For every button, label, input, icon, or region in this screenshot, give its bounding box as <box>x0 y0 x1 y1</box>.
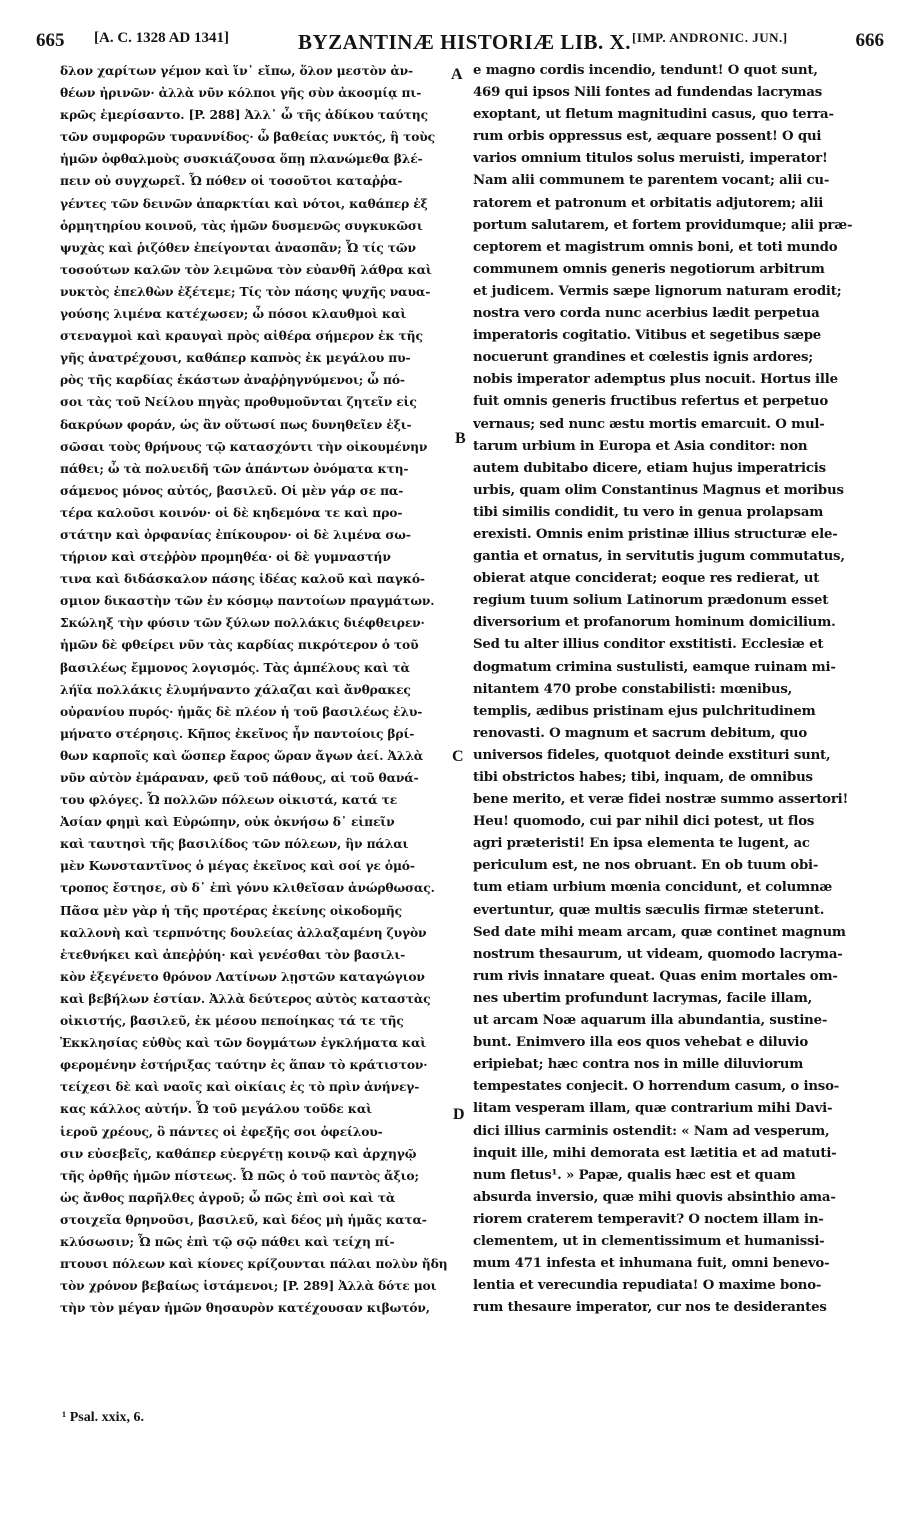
latin-text-line: lentia et verecundia repudiata! O maxime bono- <box>473 1278 822 1294</box>
greek-text-line: δακρύων φοράν, ὡς ἂν οὕτωσί πως δυνηθεῖεν ἐξι- <box>60 416 412 432</box>
greek-text-line: τέρα καλοῦσι κοινόν· οἱ δὲ κηδεμόνα τε καὶ προ- <box>60 504 403 520</box>
latin-text-line: litam vesperam illam, quæ contrarium mihi Davi- <box>473 1101 833 1117</box>
greek-text-line: στάτην καὶ ὀρφανίας ἐπίκουρον· οἱ δὲ λιμένα σω- <box>60 526 411 542</box>
greek-text-line: θων καρποῖς καὶ ὥσπερ ἔαρος ὥραν ἄγων ἀεί. Ἀλλὰ <box>60 747 424 763</box>
latin-text-line: ut arcam Noæ aquarum illa abundantia, sustine- <box>473 1013 828 1029</box>
latin-text-line: vernaus; sed nunc æstu mortis emarcuit. O mul- <box>473 416 825 432</box>
latin-text-line: nobis imperator ademptus plus nocuit. Hortus ille <box>473 372 838 388</box>
running-title: BYZANTINÆ HISTORIÆ LIB. X. <box>298 30 631 54</box>
latin-text-line: ratorem et patronum et orbitatis adjutorem; alii <box>473 195 824 211</box>
greek-text-line: ὁρμητηρίου κοινοῦ, τὰς ἡμῶν δυσμενῶς συγκυκῶσι <box>60 217 423 233</box>
latin-text-line: universos fideles, quotquot deinde exstituri sunt, <box>473 747 831 763</box>
latin-text-line: inquit ille, mihi demorata est lætitia et ad matuti- <box>473 1145 837 1161</box>
latin-text-line: nostra vero corda nunc acerbius lædit perpetua <box>473 306 820 322</box>
year-range: [A. C. 1328 AD 1341] <box>94 30 229 46</box>
greek-text-line: οὐρανίου πυρός· ἡμᾶς δὲ πλέον ἡ τοῦ βασιλέως ἐλυ- <box>60 703 423 719</box>
latin-text-line: tarum urbium in Europa et Asia conditor: non <box>473 438 808 454</box>
footnote: ¹ Psal. xxix, 6. <box>62 1410 144 1425</box>
latin-text-line: 469 qui ipsos Nili fontes ad fundendas lacrymas <box>473 85 823 101</box>
latin-text-line: periculum est, ne nos obruant. En ob tuum obi- <box>473 858 819 874</box>
greek-text-line: ἡμῶν δὲ φθείρει νῦν τὰς καρδίας πικρότερον ὁ τοῦ <box>60 637 419 653</box>
latin-text-line: tibi obstrictos habes; tibi, inquam, de omnibus <box>473 770 813 785</box>
margin-marker-c: C <box>452 748 464 765</box>
greek-text-line: σιν εὐσεβεῖς, καθάπερ εὐεργέτῃ κοινῷ καὶ ἀρχηγῷ <box>60 1145 417 1161</box>
latin-text-line: nocuerunt grandines et cœlestis ignis ardores; <box>473 350 813 366</box>
margin-marker-b: B <box>455 430 466 447</box>
greek-text-line: ἱεροῦ χρέους, ὃ πάντες οἱ ἐφεξῆς σοι ὀφείλου- <box>60 1123 383 1139</box>
greek-text-line: ὡς ἄνθος παρῆλθες ἀγροῦ; ὦ πῶς ἐπὶ σοὶ καὶ τὰ <box>60 1189 396 1205</box>
greek-text-line: τινα καὶ διδάσκαλον πάσης ἰδέας καλοῦ καὶ παγκό- <box>60 571 425 587</box>
latin-text-line: absurda inversio, quæ mihi quovis absinthio ama- <box>473 1189 836 1205</box>
greek-text-line: τείχεσι δὲ καὶ ναοῖς καὶ οἰκίαις ἐς τὸ πρὶν ἀνήνεγ- <box>60 1079 420 1095</box>
greek-text-line: σοι τὰς τοῦ Νείλου πηγὰς προθυμοῦνται ζητεῖν εἰς <box>60 394 417 410</box>
greek-text-line: ἡμῶν ὀφθαλμοὺς συσκιάζουσα ὅπῃ πλανώμεθα βλέ- <box>60 151 423 167</box>
latin-text-line: autem dubitabo dicere, etiam hujus imperatricis <box>473 460 826 476</box>
latin-text-line: mum 471 infesta et inhumana fuit, omni benevo- <box>473 1256 830 1272</box>
greek-text-line: γούσης λιμένα κατέχωσεν; ὦ πόσοι κλαυθμοὶ καὶ <box>60 306 407 322</box>
emperor-label: [IMP. ANDRONIC. JUN.] <box>632 30 788 45</box>
greek-text-column <box>60 60 458 1319</box>
greek-text-line: τῶν συμφορῶν τυραννίδος· ὦ βαθείας νυκτός, ἣ τοὺς <box>60 129 435 145</box>
greek-text-line: φερομένην ἐστήριξας ταύτην ἐς ἅπαν τὸ κράτιστον· <box>60 1057 428 1073</box>
greek-text-line: δλον χαρίτων γέμον καὶ ἵν᾽ εἴπω, ὅλον μεστὸν ἀν- <box>60 63 414 78</box>
latin-text-line: e magno cordis incendio, tendunt! O quot sunt, <box>473 63 818 78</box>
running-header <box>36 30 884 56</box>
latin-text-line: dici illius carminis ostendit: « Nam ad vesperum, <box>473 1123 830 1139</box>
greek-text-line: ρὸς τῆς καρδίας ἑκάστων ἀναῤῥηγνύμενοι; ὦ πό- <box>60 372 405 388</box>
greek-text-line: Ἀσίαν φημὶ καὶ Εὐρώπην, οὐκ ὀκνήσω δ᾽ εἰπεῖν <box>60 814 395 830</box>
greek-text-line: τὸν χρόνον βεβαίως ἱστάμενοι; [P. 289] Ἀλλὰ δότε μοι <box>60 1278 437 1294</box>
greek-text-line: τροπος ἔστησε, σὺ δ᾽ ἐπὶ γόνυ κλιθεῖσαν ἀνώρθωσας. <box>60 880 435 896</box>
latin-text-line: et judicem. Vermis sæpe lignorum naturam erodit; <box>473 283 842 299</box>
greek-text-line: νυκτὸς ἐπελθὼν ἐξέτεμε; Τίς τὸν πάσης ψυχῆς ναυα- <box>60 283 431 299</box>
greek-text-line: σμιον δικαστὴν τῶν ἐν κόσμῳ παντοίων πραγμάτων. <box>60 593 435 609</box>
greek-text-line: σάμενος μόνος αὐτός, βασιλεῦ. Οἱ μὲν γάρ σε πα- <box>60 482 404 498</box>
latin-text-line: dogmatum crimina sustulisti, eamque ruinam mi- <box>473 659 836 675</box>
latin-text-line: regium tuum solium Latinorum prædonum esset <box>473 593 829 609</box>
page-number-right: 666 <box>855 30 884 51</box>
greek-text-line: Ἐκκλησίας εὐθὺς καὶ τῶν δογμάτων ἐγκλήματα καὶ <box>60 1035 427 1051</box>
greek-text-line: τήριον καὶ στεῤῥὸν προμηθέα· οἱ δὲ γυμναστήν <box>60 549 391 565</box>
greek-text-line: καὶ βεβήλων ἑστίαν. Ἀλλὰ δεύτερος αὐτὸς καταστὰς <box>60 990 431 1006</box>
page-number-left: 665 <box>36 30 65 51</box>
greek-text-line: καλλονὴ καὶ τερπνότης δουλείας ἀλλαξαμένη ζυγὸν <box>60 924 427 940</box>
latin-text-line: Heu! quomodo, cui par nihil dici potest, ut flos <box>473 814 815 830</box>
latin-text-line: communem omnis generis negotiorum arbitrum <box>473 261 825 277</box>
greek-text-line: γέντες τῶν δεινῶν ἀπαρκτίαι καὶ νότοι, καθάπερ ἐξ <box>60 195 428 211</box>
latin-text-line: agri præteristi! En ipsa elementa te lugent, ac <box>473 836 810 852</box>
latin-text-line: nes ubertim profundunt lacrymas, facile illam, <box>473 990 813 1006</box>
margin-marker-a: A <box>451 66 463 83</box>
greek-text-line: πτουσι πόλεων καὶ κίονες κρίζουνται πάλαι πολὺν ἤδη <box>60 1256 448 1272</box>
greek-text-line: κας κάλλος αὐτήν. Ὦ τοῦ μεγάλου τοῦδε καὶ <box>60 1101 372 1117</box>
latin-text-line: bene merito, et veræ fidei nostræ summo assertori! <box>473 792 849 808</box>
greek-text-line: τῆς ὀρθῆς ἡμῶν πίστεως. Ὦ πῶς ὁ τοῦ παντὸς ἄξιο; <box>60 1167 419 1183</box>
greek-text-line: πειν οὐ συγχωρεῖ. Ὦ πόθεν οἱ τοσοῦτοι καταῤῥα- <box>60 173 403 189</box>
greek-text-line: γῆς ἀνατρέχουσι, καθάπερ καπνὸς ἐκ μεγάλου πυ- <box>60 350 411 366</box>
latin-text-line: exoptant, ut fletum magnitudini casus, quo terra- <box>473 107 834 123</box>
latin-text-line: diversorium et profanorum hominum domicilium. <box>473 615 836 631</box>
latin-text-line: fuit omnis generis fructibus refertus et perpetuo <box>473 394 829 410</box>
greek-text-line: καὶ ταυτησὶ τῆς βασιλίδος τῶν πόλεων, ἣν πάλαι <box>60 836 409 852</box>
latin-text-line: gantia et ornatus, in servitutis jugum commutatus, <box>473 549 845 565</box>
margin-marker-d: D <box>453 1106 465 1123</box>
latin-text-line: riorem craterem temperavit? O noctem illam in- <box>473 1211 824 1227</box>
greek-text-line: οἰκιστής, βασιλεῦ, ἐκ μέσου πεποίηκας τά τε τῆς <box>60 1013 404 1029</box>
latin-text-line: imperatoris cogitatio. Vitibus et segetibus sæpe <box>473 328 822 344</box>
latin-text-line: nostrum thesaurum, ut videam, quomodo lacryma- <box>473 946 843 962</box>
latin-text-line: tibi similis condidit, tu vero in genua prolapsam <box>473 504 824 520</box>
latin-text-line: ceptorem et magistrum omnis boni, et toti mundo <box>473 239 838 255</box>
latin-text-line: templis, ædibus pristinam ejus pulchritudinem <box>473 703 816 719</box>
greek-text-line: του φλόγες. Ὦ πολλῶν πόλεων οἰκιστά, κατά τε <box>60 792 398 808</box>
latin-text-line: renovasti. O magnum et sacrum debitum, quo <box>473 725 807 741</box>
latin-text-line: varios omnium titulos solus meruisti, imperator! <box>473 151 828 167</box>
latin-text-line: rum orbis oppressus est, æquare possent! O qui <box>473 129 822 145</box>
greek-text-line: τὴν τὸν μέγαν ἡμῶν θησαυρὸν κατέχουσαν κιβωτόν, <box>60 1300 430 1316</box>
greek-text-line: κὸν ἐξεγένετο θρόνον Λατίνων λῃστῶν καταγώγιον <box>60 968 425 984</box>
greek-text-line: νῦν αὐτὸν ἐμάραναν, φεῦ τοῦ πάθους, αἱ τοῦ θανά- <box>60 770 419 785</box>
latin-text-line: clementem, ut in clementissimum et humanissi- <box>473 1233 825 1249</box>
latin-text-line: tempestates conjecit. O horrendum casum, o inso- <box>473 1079 840 1095</box>
latin-text-line: urbis, quam olim Constantinus Magnus et moribus <box>473 482 844 498</box>
latin-text-line: Sed date mihi meam arcam, quæ continet magnum <box>473 924 846 940</box>
greek-text-line: τοσούτων καλῶν τὸν λειμῶνα τὸν εὐανθῆ λάθρα καὶ <box>60 261 432 277</box>
latin-text-line: obierat atque conciderat; eoque res redierat, ut <box>473 571 820 587</box>
latin-text-line: tum etiam urbium mœnia concidunt, et columnæ <box>473 880 833 896</box>
greek-text-line: μὲν Κωνσταντῖνος ὁ μέγας ἐκεῖνος καὶ σοί γε ὁμό- <box>60 858 415 874</box>
latin-text-line: num fletus¹. » Papæ, qualis hæc est et quam <box>473 1167 796 1183</box>
latin-text-line: eripiebat; hæc contra nos in mille diluviorum <box>473 1057 804 1073</box>
greek-text-line: ψυχὰς καὶ ῥιζόθεν ἐπείγονται ἀνασπᾶν; Ὦ τίς τῶν <box>60 239 416 255</box>
latin-text-line: evertuntur, quæ multis sæculis firmæ steterunt. <box>473 902 825 918</box>
greek-text-line: ἐτεθνήκει καὶ ἀπεῤῥύη· καὶ γενέσθαι τὸν βασιλι- <box>60 946 406 962</box>
greek-text-line: πάθει; ὦ τὰ πολυειδῆ τῶν ἁπάντων ὀνόματα κτη- <box>60 460 409 476</box>
latin-text-line: rum rivis innatare queat. Quas enim mortales om- <box>473 968 838 984</box>
greek-text-line: μήνατο στέρησις. Κῆπος ἐκεῖνος ἦν παντοίοις βρί- <box>60 725 415 741</box>
greek-text-line: στεναγμοὶ καὶ κραυγαὶ πρὸς αἰθέρα σήμερον ἐκ τῆς <box>60 328 423 344</box>
greek-text-line: Σκώληξ τὴν φύσιν τῶν ξύλων πολλάκις διέφθειρεν· <box>60 615 425 631</box>
latin-text-column <box>473 60 883 1319</box>
greek-text-line: λήϊα πολλάκις ἐλυμήναντο χάλαζαι καὶ ἄνθρακες <box>60 681 411 697</box>
latin-text-line: portum salutarem, et fortem providumque; alii præ- <box>473 217 853 233</box>
latin-text-line: rum thesaure imperator, cur nos te desiderantes <box>473 1300 827 1316</box>
latin-text-line: Nam alii communem te parentem vocant; alii cu- <box>473 173 830 189</box>
greek-text-line: στοιχεῖα θρηνοῦσι, βασιλεῦ, καὶ δέος μὴ ἡμᾶς κατα- <box>60 1211 427 1227</box>
greek-text-line: θέων ἠρινῶν· ἀλλὰ νῦν κόλποι γῆς σὺν ἀκοσμίᾳ πι- <box>60 85 422 101</box>
greek-text-line: κλύσωσιν; Ὦ πῶς ἐπὶ τῷ σῷ πάθει καὶ τείχη πί- <box>60 1233 395 1249</box>
latin-text-line: Sed tu alter illius conditor exstitisti. Ecclesiæ et <box>473 637 824 653</box>
latin-text-line: erexisti. Omnis enim pristinæ illius structuræ ele- <box>473 526 838 542</box>
greek-text-line: βασιλέως ἔμμονος λογισμός. Τὰς ἀμπέλους καὶ τὰ <box>60 659 410 675</box>
greek-text-line: κρῶς ἐμερίσαντο. [P. 288] Ἀλλ᾽ ὦ τῆς ἀδίκου ταύτης <box>60 107 428 123</box>
greek-text-line: σῶσαι τοὺς θρήνους τῷ κατασχόντι τὴν οἰκουμένην <box>60 438 428 454</box>
greek-text-line: Πᾶσα μὲν γὰρ ἡ τῆς προτέρας ἐκείνης οἰκοδομῆς <box>60 902 402 918</box>
latin-text-line: nitantem 470 probe constabilisti: mœnibus, <box>473 681 793 697</box>
latin-text-line: bunt. Enimvero illa eos quos vehebat e diluvio <box>473 1035 809 1051</box>
